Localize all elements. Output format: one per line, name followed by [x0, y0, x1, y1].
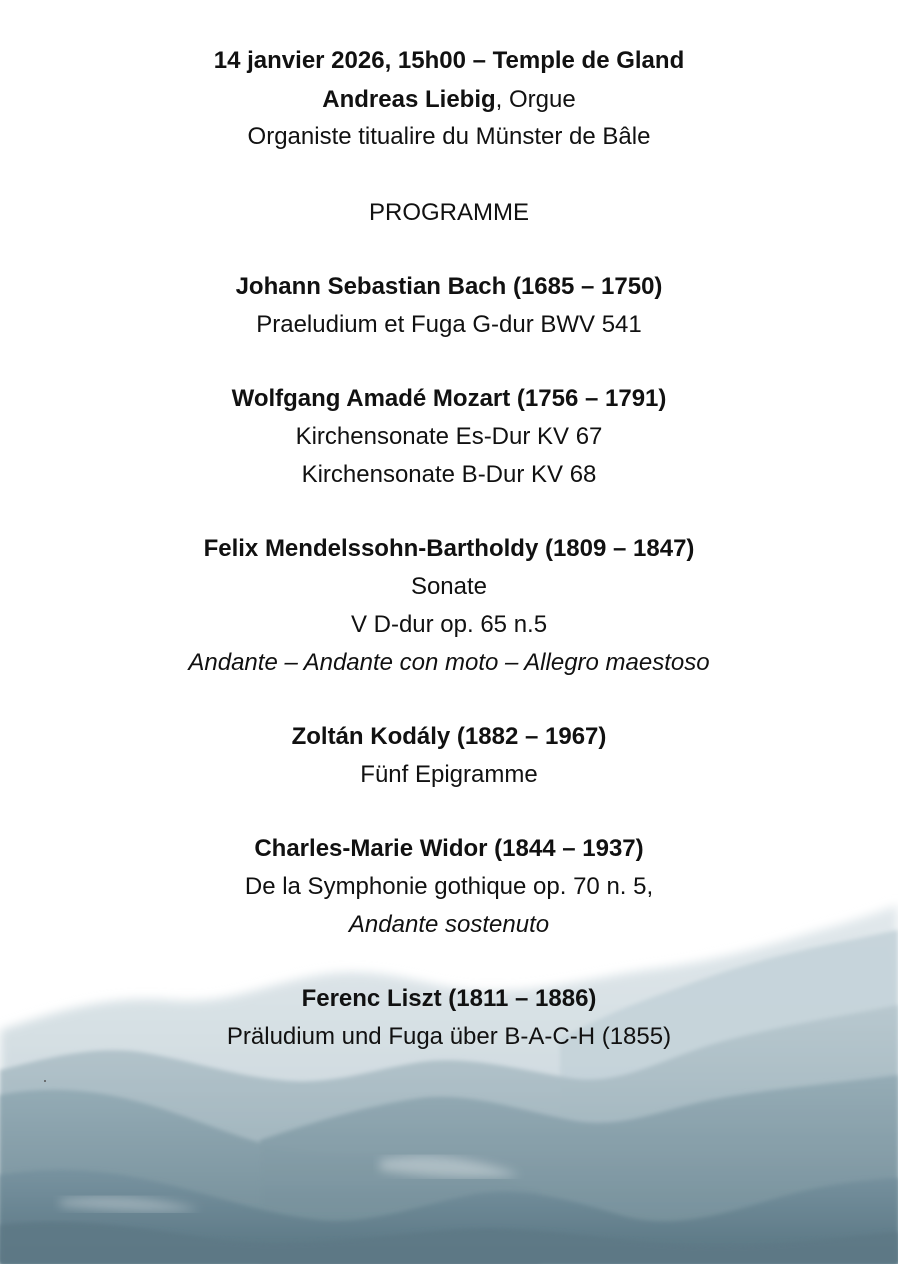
- composer-heading: Wolfgang Amadé Mozart (1756 – 1791): [231, 385, 667, 412]
- work-title: Kirchensonate B-Dur KV 68: [301, 461, 597, 488]
- movements-line: Andante sostenuto: [348, 911, 550, 938]
- work-title: Präludium und Fuga über B-A-C-H (1855): [226, 1023, 672, 1050]
- composer-heading: Zoltán Kodály (1882 – 1967): [291, 723, 607, 750]
- composer-heading: Charles-Marie Widor (1844 – 1937): [254, 835, 644, 862]
- work-title: Fünf Epigramme: [360, 761, 538, 788]
- movements-line: Andante – Andante con moto – Allegro maestoso: [188, 649, 710, 676]
- performer-instrument: , Orgue: [495, 86, 576, 113]
- work-title: V D-dur op. 65 n.5: [350, 611, 548, 638]
- composer-heading: Johann Sebastian Bach (1685 – 1750): [235, 273, 663, 300]
- work-title: Kirchensonate Es-Dur KV 67: [295, 423, 603, 450]
- composer-heading: Ferenc Liszt (1811 – 1886): [301, 985, 597, 1012]
- work-title: Sonate: [410, 573, 488, 600]
- composer-heading: Felix Mendelssohn-Bartholdy (1809 – 1847): [203, 535, 695, 562]
- performer-name: Andreas Liebig: [322, 86, 496, 113]
- date-venue-line: 14 janvier 2026, 15h00 – Temple de Gland: [213, 47, 685, 74]
- performer-line: [0, 85, 898, 115]
- ink-speck: [44, 1080, 46, 1082]
- programme-title: PROGRAMME: [368, 199, 529, 226]
- work-title: Praeludium et Fuga G-dur BWV 541: [256, 311, 642, 338]
- work-title: De la Symphonie gothique op. 70 n. 5,: [244, 873, 654, 900]
- performer-role: Organiste titualire du Münster de Bâle: [247, 123, 651, 150]
